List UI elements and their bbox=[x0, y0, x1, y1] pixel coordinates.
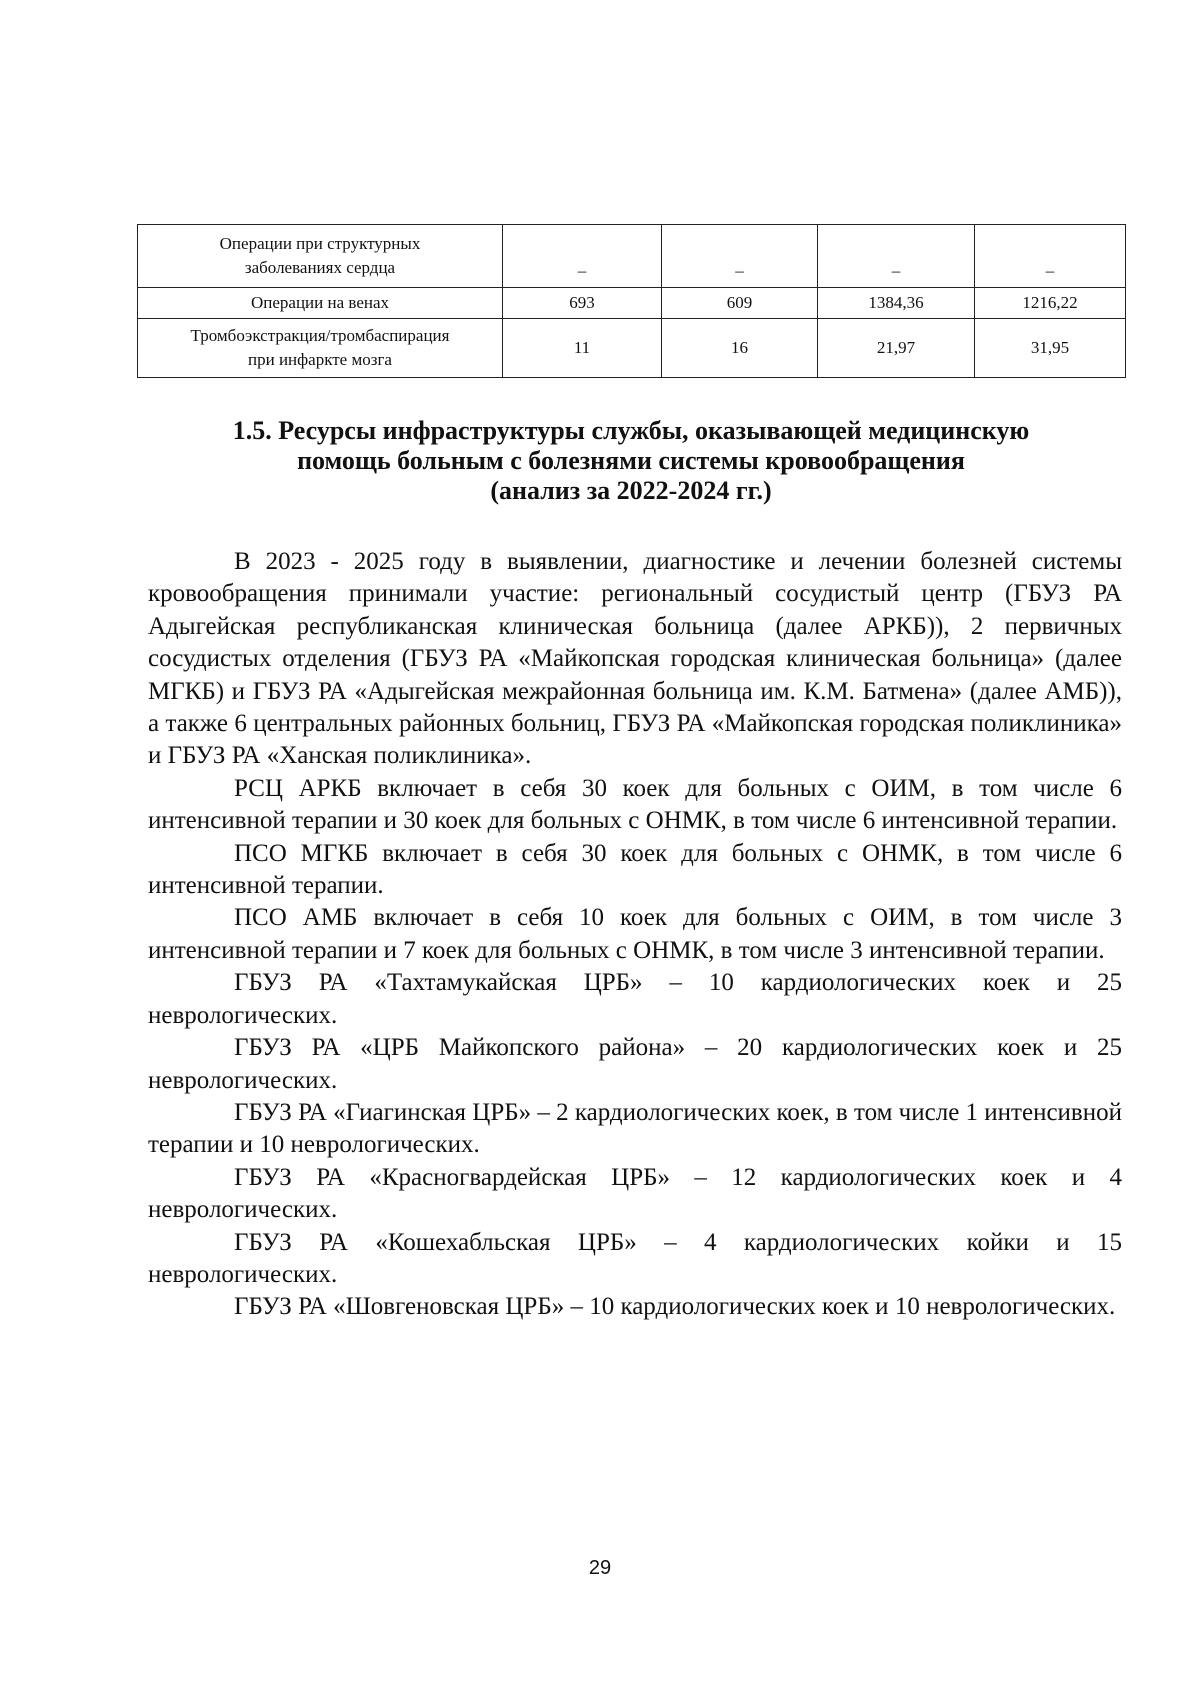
table-cell: 31,95 bbox=[975, 319, 1126, 378]
row-label-line: Операции на венах bbox=[250, 293, 390, 312]
table-cell: 693 bbox=[503, 288, 662, 319]
section-title bbox=[137, 416, 1125, 506]
row-label-line: Операции при структурных bbox=[219, 234, 421, 253]
section-title-line: помощь больным с болезнями системы кровообращения bbox=[297, 446, 965, 475]
row-label-line: при инфаркте мозга bbox=[248, 350, 392, 369]
paragraph: ГБУЗ РА «Тахтамукайская ЦРБ» – 10 кардиологических коек и 25 неврологических. bbox=[148, 969, 1122, 1029]
row-label-cell bbox=[138, 225, 503, 288]
row-label-line: заболеваниях сердца bbox=[244, 258, 396, 277]
page-number: 29 bbox=[588, 1557, 612, 1579]
table-cell: 21,97 bbox=[818, 319, 975, 378]
table-cell: – bbox=[662, 225, 818, 288]
surgery-stats-table bbox=[137, 224, 1126, 378]
table-row bbox=[138, 288, 1126, 319]
table-cell: 1384,36 bbox=[818, 288, 975, 319]
table-cell: – bbox=[818, 225, 975, 288]
paragraph: РСЦ АРКБ включает в себя 30 коек для больных с ОИМ, в том числе 6 интенсивной терапии и 30 коек для больных с ОНМК, в том числе 6 интенсивной терапии. bbox=[148, 774, 1122, 835]
paragraph: ПСО АМБ включает в себя 10 коек для больных с ОИМ, в том числе 3 интенсивной терапии и 7 коек для больных с ОНМК, в том числе 3 интенсивной терапии. bbox=[148, 904, 1122, 964]
table-cell: – bbox=[503, 225, 662, 288]
table-cell: 11 bbox=[503, 319, 662, 378]
row-label-cell bbox=[138, 319, 503, 378]
paragraph: ГБУЗ РА «Шовгеновская ЦРБ» – 10 кардиологических коек и 10 неврологических. bbox=[234, 1293, 1116, 1321]
body-text bbox=[148, 546, 1122, 1324]
paragraph: В 2023 - 2025 году в выявлении, диагностике и лечении болезней системы кровообращения принимали участие: региональный сосудистый центр (ГБУЗ РА Адыгейская республиканская клиническая больница (далее АРКБ)), 2 первичных сосудистых отделения (ГБУЗ РА «Майкопская городская клиническая больница» (далее МГКБ) и ГБУЗ РА «Адыгейская межрайонная больница им. К.М. Батмена» (далее АМБ)), а также 6 центральных районных больниц, ГБУЗ РА «Майкопская городская поликлиника» и ГБУЗ РА «Ханская поликлиника». bbox=[148, 548, 1122, 770]
table-row bbox=[138, 225, 1126, 288]
table-cell: 1216,22 bbox=[975, 288, 1126, 319]
paragraph: ГБУЗ РА «ЦРБ Майкопского района» – 20 кардиологических коек и 25 неврологических. bbox=[148, 1034, 1122, 1094]
section-title-line: 1.5. Ресурсы инфраструктуры службы, оказывающей медицинскую bbox=[232, 416, 1030, 445]
table-cell: 609 bbox=[662, 288, 818, 319]
row-label-line: Тромбоэкстракция/тромбаспирация bbox=[190, 326, 450, 345]
table-row bbox=[138, 319, 1126, 378]
paragraph: ГБУЗ РА «Гиагинская ЦРБ» – 2 кардиологических коек, в том числе 1 интенсивной терапии и 10 неврологических. bbox=[148, 1098, 1122, 1159]
table-cell: – bbox=[975, 225, 1126, 288]
section-title-line: (анализ за 2022-2024 гг.) bbox=[490, 476, 772, 505]
paragraph: ПСО МГКБ включает в себя 30 коек для больных с ОНМК, в том числе 6 интенсивной терапии. bbox=[148, 839, 1122, 900]
row-label-cell bbox=[138, 288, 503, 319]
table-cell: 16 bbox=[662, 319, 818, 378]
paragraph: ГБУЗ РА «Красногвардейская ЦРБ» – 12 кардиологических коек и 4 неврологических. bbox=[148, 1163, 1122, 1224]
paragraph: ГБУЗ РА «Кошехабльская ЦРБ» – 4 кардиологических койки и 15 неврологических. bbox=[148, 1228, 1122, 1288]
